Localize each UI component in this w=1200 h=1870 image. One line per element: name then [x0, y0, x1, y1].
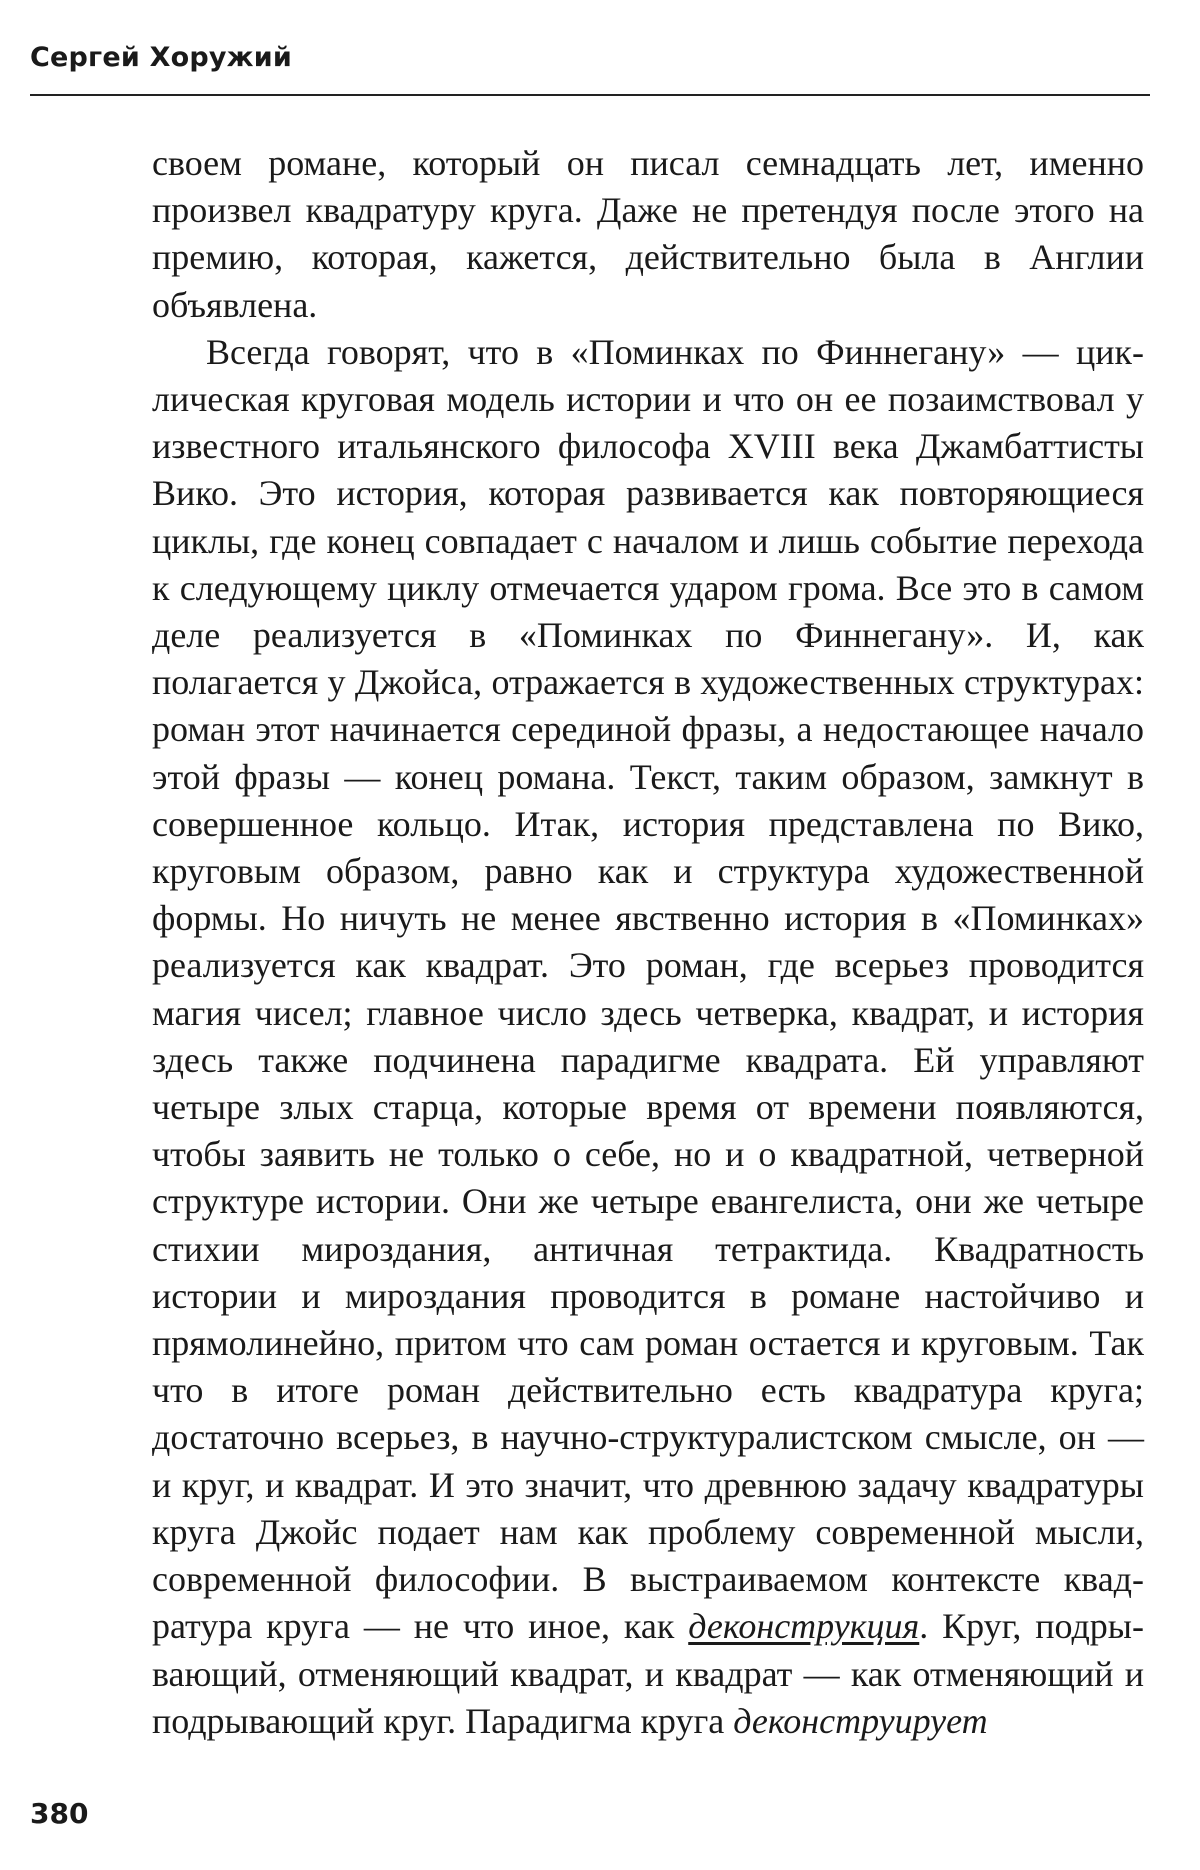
paragraph-2-text: Всегда говорят, что в «Поминках по Финнегану» — циклическая круговая модель истории и что он ее позаимствовал у известного итальянского философа XVIII века Джамбаттисты Вико. Это история, которая развивается как повторяющиеся циклы, где конец совпадает с началом и лишь событие перехода к следующему циклу отмечается ударом грома. Все это в самом деле реализуется в «Поминках по Финнегану». И, как полагается у Джойса, отражается в художественных структурах: роман этот начинается серединой фразы, а недостающее начало этой фразы — конец романа. Текст, таким образом, замкнут в совершенное кольцо. Итак, история представлена по Вико, круговым образом, равно как и структура художественной формы. Но ничуть не менее явственно история в «Поминках» реализуется как квадрат. Это роман, где всерьез проводится магия чисел; главное число здесь четверка, квадрат, и история здесь также подчинена парадигме квадрата. Ей управляют четыре злых старца, которые время от времени появляются, чтобы заявить не только о себе, но и о квадратной, четверной структуре истории. Они же четыре евангелиста, они же четыре стихии мироздания, античная тетрактида. Квадратность истории и мироздания проводится в романе настойчиво и прямолинейно, притом что сам роман остается и круговым. Так что в итоге роман действительно есть квадратура круга; достаточно всерьез, в научно-структуралистском смысле, он — и круг, и квадрат. И это значит, что древнюю задачу квадратуры круга Джойс подает нам как проблему современной мысли, современной философии. В выстраиваемом контексте квадратура круга — не что иное, как [152, 331, 1144, 1647]
page-number: 380 [30, 1797, 89, 1830]
paragraph-1: своем романе, который он писал семнадцать лет, именно произвел квадратуру круга. Даже не претендуя после этого на премию, которая, кажется, действительно была в Англии объявлена. [152, 143, 1144, 325]
term-deconstructs: деконструирует [733, 1700, 988, 1741]
term-deconstruction: деконструкция [688, 1606, 920, 1647]
paragraph-2 [152, 329, 1144, 1745]
main-text [152, 140, 1144, 1745]
paragraph-2-continuation: . Круг, подрывающий, отменяющий квадрат, и квадрат — как отменяющий и подрывающий круг. Парадигма круга [152, 1606, 1144, 1741]
running-head-author: Сергей Хоружий [30, 42, 292, 73]
header-rule [30, 94, 1150, 96]
